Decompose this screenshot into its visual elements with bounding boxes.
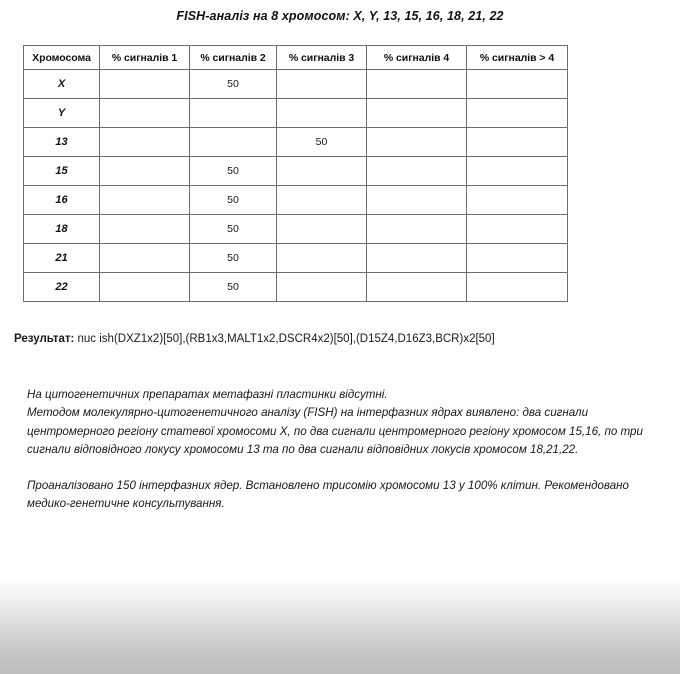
table-row (24, 157, 568, 186)
cell-chromosome: 16 (24, 186, 100, 215)
cell-signals-4 (367, 70, 467, 99)
cell-signals-2: 50 (190, 186, 277, 215)
cell-signals-1 (100, 215, 190, 244)
cell-signals-gt4 (467, 244, 568, 273)
page-title: FISH-аналіз на 8 хромосом: X, Y, 13, 15, 16, 18, 21, 22 (176, 9, 504, 23)
cell-signals-3: 50 (277, 128, 367, 157)
cell-chromosome: 15 (24, 157, 100, 186)
cell-signals-4 (367, 273, 467, 302)
fish-results-table (23, 45, 568, 302)
cell-signals-4 (367, 157, 467, 186)
cell-signals-gt4 (467, 70, 568, 99)
table-row (24, 128, 568, 157)
page-footer-cutoff (0, 669, 680, 674)
cell-chromosome: 13 (24, 128, 100, 157)
cell-chromosome: 18 (24, 215, 100, 244)
narrative-paragraph-3: Проаналізовано 150 інтерфазних ядер. Встановлено трисомію хромосоми 13 у 100% клітин. Рекомендовано медико-генетичне консультування. (27, 479, 630, 511)
table-row (24, 70, 568, 99)
cell-signals-3 (277, 157, 367, 186)
cell-chromosome: 21 (24, 244, 100, 273)
cell-signals-3 (277, 99, 367, 128)
cell-signals-gt4 (467, 273, 568, 302)
cell-chromosome: X (24, 70, 100, 99)
cell-signals-gt4 (467, 157, 568, 186)
cell-signals-4 (367, 244, 467, 273)
table-header-row (24, 46, 568, 70)
cell-chromosome: Y (24, 99, 100, 128)
cell-signals-3 (277, 215, 367, 244)
cell-signals-4 (367, 215, 467, 244)
column-header-signals-3: % сигналів 3 (277, 46, 367, 70)
cell-signals-3 (277, 244, 367, 273)
cell-signals-2 (190, 128, 277, 157)
cell-chromosome: 22 (24, 273, 100, 302)
cell-signals-1 (100, 70, 190, 99)
cell-signals-2: 50 (190, 70, 277, 99)
column-header-chromosome: Хромосома (24, 46, 100, 70)
result-line (14, 332, 654, 347)
result-karyotype-notation: nuc ish(DXZ1x2)[50],(RB1x3,MALT1x2,DSCR4x2)[50],(D15Z4,D16Z3,BCR)x2[50] (77, 333, 495, 345)
cell-signals-3 (277, 273, 367, 302)
narrative-block (27, 386, 651, 514)
column-header-signals-4: % сигналів 4 (367, 46, 467, 70)
table-row (24, 215, 568, 244)
cell-signals-gt4 (467, 215, 568, 244)
narrative-paragraph-2: Методом молекулярно-цитогенетичного аналізу (FISH) на інтерфазних ядрах виявлено: два сигнали центромерного регіону статевої хромосоми X, по два сигнали центромерного регіону хромосом 15,16, по три сигнали відповідного локусу хромосоми 13 та по два сигнали відповідних локусів хромосом 18,21,22. (27, 406, 643, 456)
cell-signals-2 (190, 99, 277, 128)
cell-signals-4 (367, 186, 467, 215)
cell-signals-2: 50 (190, 244, 277, 273)
column-header-signals-1: % сигналів 1 (100, 46, 190, 70)
column-header-signals-2: % сигналів 2 (190, 46, 277, 70)
table-row (24, 99, 568, 128)
cell-signals-1 (100, 273, 190, 302)
cell-signals-2: 50 (190, 157, 277, 186)
cell-signals-2: 50 (190, 215, 277, 244)
cell-signals-3 (277, 70, 367, 99)
cell-signals-1 (100, 128, 190, 157)
cell-signals-4 (367, 99, 467, 128)
cell-signals-2: 50 (190, 273, 277, 302)
cell-signals-gt4 (467, 99, 568, 128)
table-row (24, 186, 568, 215)
table-row (24, 244, 568, 273)
cell-signals-3 (277, 186, 367, 215)
cell-signals-gt4 (467, 186, 568, 215)
narrative-paragraph-1: На цитогенетичних препаратах метафазні пластинки відсутні. (27, 388, 388, 401)
cell-signals-1 (100, 244, 190, 273)
result-label: Результат: (14, 333, 75, 345)
cell-signals-1 (100, 157, 190, 186)
cell-signals-4 (367, 128, 467, 157)
column-header-signals-gt4: % сигналів > 4 (467, 46, 568, 70)
table-row (24, 273, 568, 302)
cell-signals-gt4 (467, 128, 568, 157)
cell-signals-1 (100, 99, 190, 128)
cell-signals-1 (100, 186, 190, 215)
